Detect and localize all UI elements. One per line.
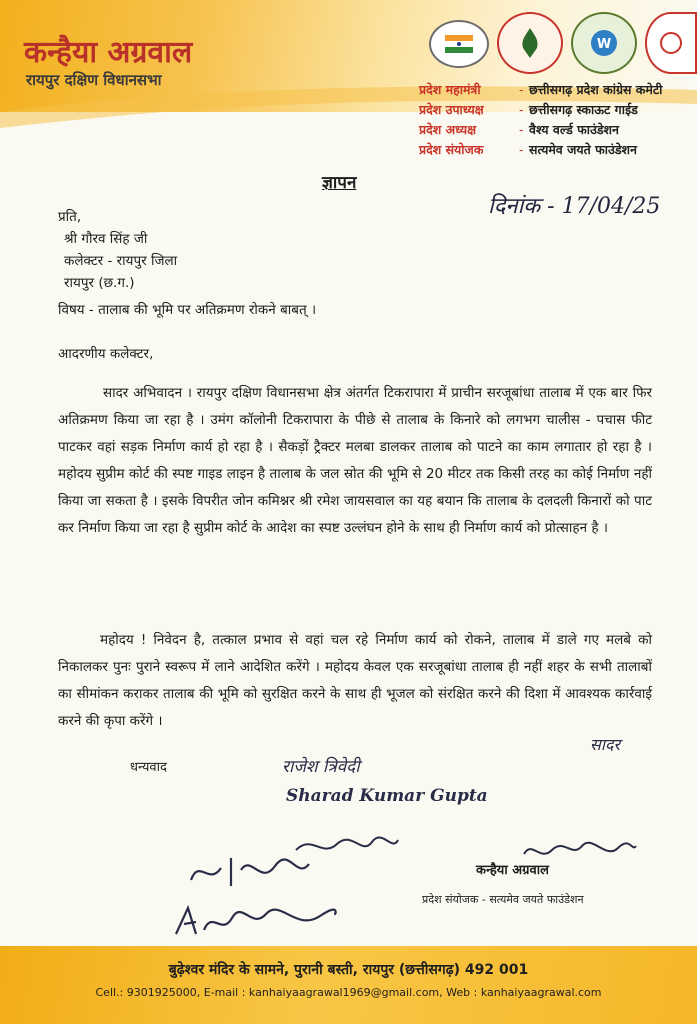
signatory-title: प्रदेश संयोजक - सत्यमेव जयते फाउंडेशन: [422, 893, 584, 906]
role-org: छत्तीसगढ़ प्रदेश कांग्रेस कमेटी: [529, 82, 663, 97]
role-org: छत्तीसगढ़ स्काऊट गाईड: [529, 102, 638, 117]
role-separator: -: [519, 142, 524, 157]
letter-salutation: आदरणीय कलेक्टर,: [58, 346, 154, 362]
letter-heading: ज्ञापन: [322, 173, 357, 193]
wf-logo-icon: [571, 12, 637, 74]
role-title: प्रदेश संयोजक: [419, 142, 484, 157]
role-separator: -: [519, 102, 524, 117]
role-separator: -: [519, 122, 524, 137]
signature-scribble-4: [170, 900, 340, 944]
role-row: [419, 140, 689, 160]
address-line: कलेक्टर - रायपुर जिला: [64, 253, 178, 269]
flag-logo-icon: [429, 20, 489, 68]
footer-address: बुढ़ेश्वर मंदिर के सामने, पुरानी बस्ती, रायपुर (छत्तीसगढ़) 492 001: [168, 962, 529, 978]
letter-thanks: धन्यवाद: [130, 760, 167, 775]
signature-scribble-3: [185, 850, 315, 894]
recipient-address: [58, 206, 177, 294]
letter-subject: विषय - तालाब की भूमि पर अतिक्रमण रोकने बाबत् ।: [58, 302, 317, 318]
role-title: प्रदेश महामंत्री: [419, 82, 481, 97]
address-line: श्री गौरव सिंह जी: [64, 231, 148, 247]
role-title: प्रदेश उपाध्यक्ष: [419, 102, 484, 117]
letterhead-constituency: रायपुर दक्षिण विधानसभा: [26, 71, 162, 89]
svg-text:W: W: [596, 37, 612, 52]
letter-paragraph-1: सादर अभिवादन । रायपुर दक्षिण विधानसभा क्षेत्र अंतर्गत टिकरापारा में प्राचीन सरजूबांधा तालाब में एक बार फिर अतिक्रमण किया जा रहा है । उमंग कॉलोनी टिकरापारा के पीछे से तालाब के किनारे को लगभग चालीस - पचास फीट पाटकर वहां सड़क निर्माण कार्य हो रहा है । सैकड़ों ट्रैक्टर मलबा डालकर तालाब को पाटने का काम लगातार हो रहा है । महोदय सुप्रीम कोर्ट की स्पष्ट गाइड लाइन है तालाब के जल स्रोत की भूमि से 20 मीटर तक किसी तरह का कोई निर्माण नहीं किया जा सकता है । इसके विपरीत जोन कमिश्नर श्री रमेश जायसवाल का यह बयान कि तालाब के दलदली किनारों को पाट कर निर्माण किया जा रहा है सुप्रीम कोर्ट के आदेश का स्पष्ट उल्लंघन होने के साथ ही निर्माण कार्य को प्रोत्साहन है ।: [58, 385, 652, 536]
handwritten-end-mark: सादर: [590, 735, 621, 754]
letterhead-name: कन्हैया अग्रवाल: [24, 35, 193, 70]
logo-strip: [429, 12, 697, 70]
roles-list: [419, 80, 689, 160]
satyamev-logo-icon: [645, 12, 697, 74]
letter-paragraph-2: महोदय ! निवेदन है, तत्काल प्रभाव से वहां चल रहे निर्माण कार्य को रोकने, तालाब में डाले गए मलबे को निकालकर पुनः पुराने स्वरूप में लाने आदेशित करेंगे । महोदय केवल एक सरजूबांधा तालाब ही नहीं शहर के सभी तालाबों का सीमांकन कराकर तालाब की भूमि को सुरक्षित करने के साथ ही भूजल को संरक्षित करने की दिशा में आवश्यक कार्रवाई करने की कृपा करेंगे ।: [58, 632, 652, 729]
footer-contact: Cell.: 9301925000, E-mail : kanhaiyaagrawal1969@gmail.com, Web : kanhaiyaagrawal.com: [95, 986, 602, 999]
role-row: [419, 80, 689, 100]
handwritten-name-2: Sharad Kumar Gupta: [286, 786, 488, 806]
scout-logo-icon: [497, 12, 563, 74]
role-title: प्रदेश अध्यक्ष: [419, 122, 477, 137]
footer-band: [0, 946, 697, 1024]
letter-date: दिनांक - 17/04/25: [488, 194, 661, 219]
role-row: [419, 100, 689, 120]
role-separator: -: [519, 82, 524, 97]
address-line: रायपुर (छ.ग.): [64, 275, 135, 291]
role-org: सत्यमेव जयते फाउंडेशन: [529, 142, 637, 157]
handwritten-name-1: राजेश त्रिवेदी: [282, 757, 360, 777]
signatory-name: कन्हैया अग्रवाल: [476, 863, 549, 878]
role-row: [419, 120, 689, 140]
address-line: प्रति,: [58, 209, 82, 225]
role-org: वैश्य वर्ल्ड फाउंडेशन: [529, 122, 619, 137]
